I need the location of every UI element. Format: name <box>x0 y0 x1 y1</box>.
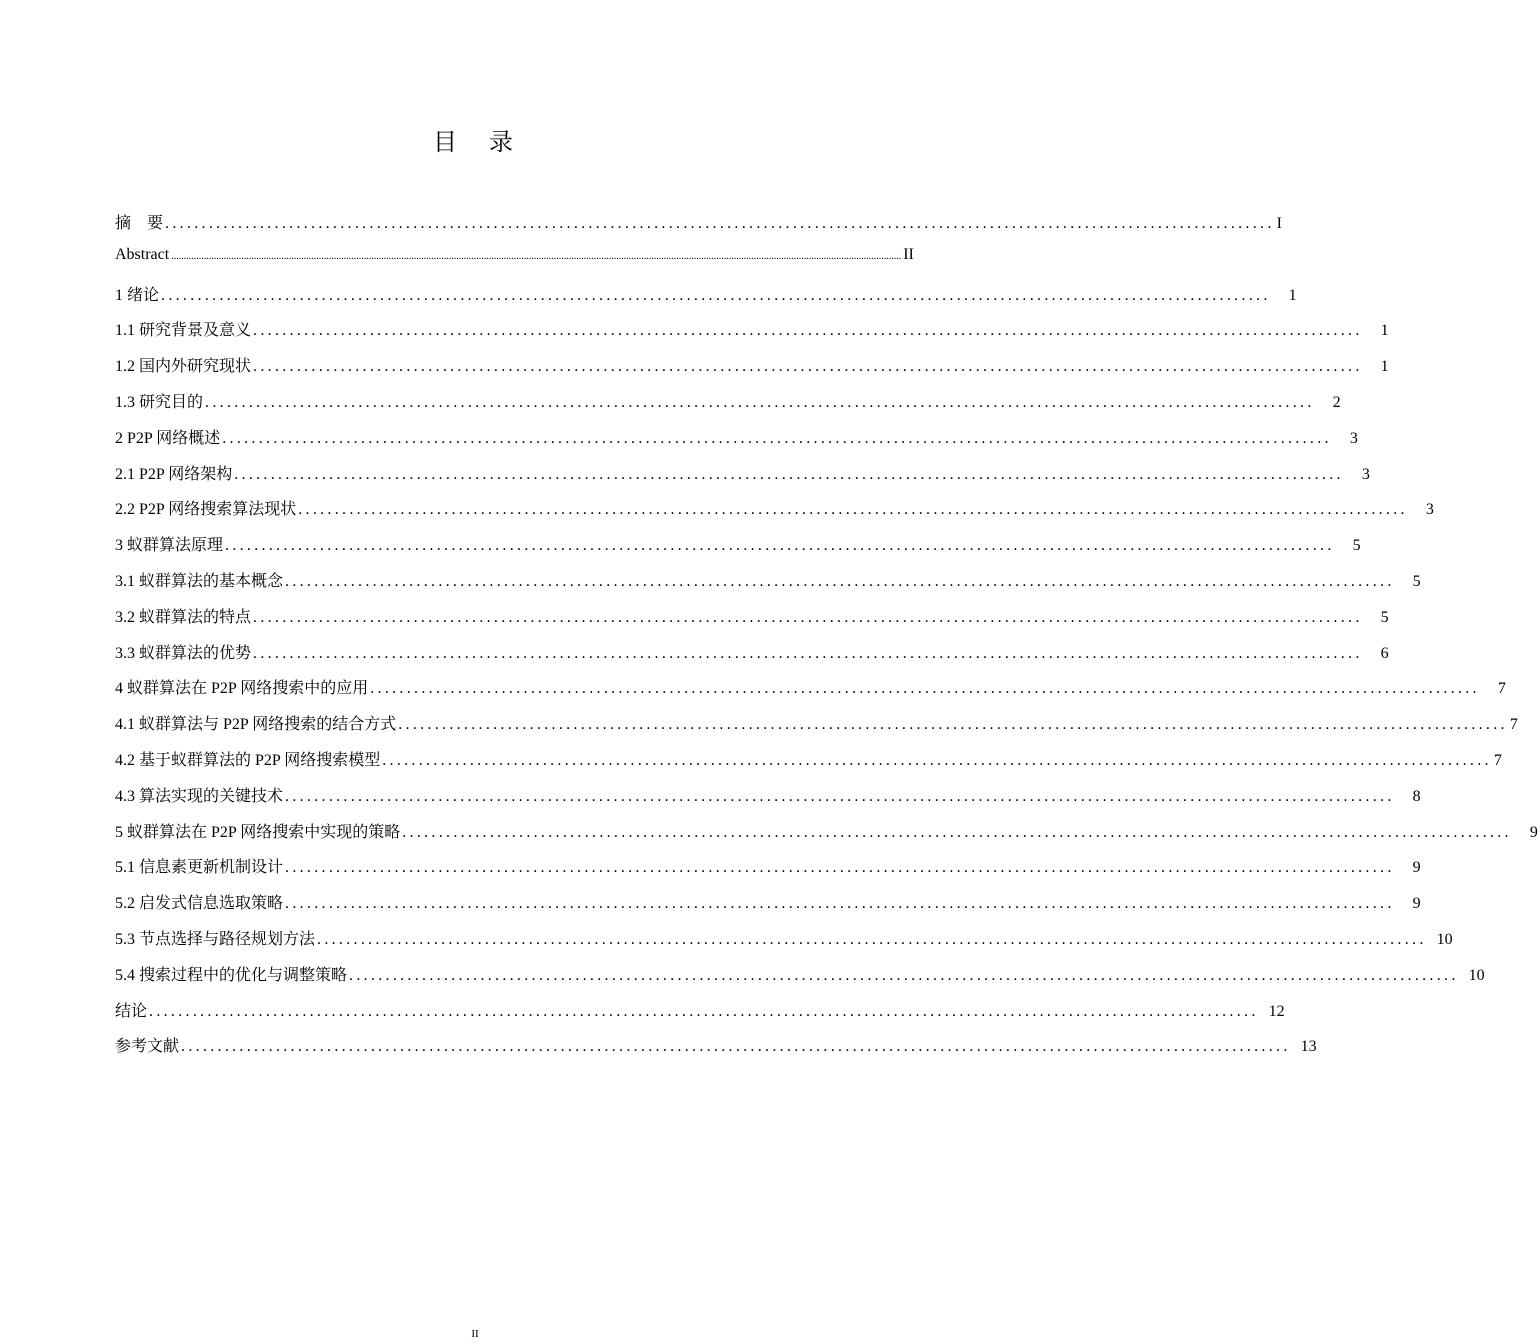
toc-entry-page: 2 <box>1332 393 1341 411</box>
toc-entry-label: 结论 <box>115 1002 148 1020</box>
toc-entry-label: 1.1 研究背景及意义 <box>115 322 252 340</box>
toc-entry-label: 3 蚁群算法原理 <box>115 537 224 555</box>
toc-entry-label: 4 蚁群算法在 P2P 网络搜索中的应用 <box>115 680 369 698</box>
toc-entry-page: 1 <box>1380 322 1389 340</box>
toc-leader-dots: ........................................................................................................................................................ <box>253 358 1363 376</box>
toc-leader-dots: ........................................................................................................................................................ <box>402 823 1512 841</box>
toc-entry-page: 5 <box>1352 537 1361 555</box>
toc-entry-abstract-cn[interactable] <box>115 210 1282 246</box>
toc-entry[interactable] <box>115 353 1389 389</box>
toc-entry-page: 3 <box>1349 429 1358 447</box>
toc-leader-dots: ........................................................................................................................................................ <box>370 680 1480 698</box>
toc-entry-label: 3.3 蚁群算法的优势 <box>115 644 252 662</box>
toc-entry-page: 10 <box>1436 930 1453 948</box>
toc-entry-label: 摘 要 <box>115 215 164 232</box>
toc-entry[interactable] <box>115 854 1421 890</box>
toc-entry[interactable] <box>115 926 1453 962</box>
toc-leader-dots: ........................................................................................................................................................ <box>398 716 1508 734</box>
toc-leader-dots: ........................................................................................................................................................ <box>298 501 1408 519</box>
toc-entry-label: 5.4 搜索过程中的优化与调整策略 <box>115 966 348 984</box>
toc-leader-dots: ........................................................................................................................................................ <box>349 966 1459 984</box>
toc-leader-dots: ........................................................................................................................................................ <box>149 1002 1259 1020</box>
toc-leader-dots: .................................................................................................................................................................................................................................................................................................... <box>171 250 902 262</box>
toc-leader-dots: ........................................................................................................................................................ <box>253 644 1363 662</box>
toc-leader-dots: ........................................................................................................................................................ <box>181 1038 1291 1056</box>
toc-leader-dots: ........................................................................................................................................................ <box>222 429 1332 447</box>
toc-entry[interactable] <box>115 711 1518 747</box>
toc-entry-page: 5 <box>1412 572 1421 590</box>
toc-entry-page: 5 <box>1380 608 1389 626</box>
toc-entry[interactable] <box>115 496 1434 532</box>
toc-entry-page: 13 <box>1300 1038 1317 1056</box>
toc-entry-label: 3.1 蚁群算法的基本概念 <box>115 572 284 590</box>
toc-leader-dots: ........................................................................................................................................................ <box>234 465 1344 483</box>
toc-leader-dots: ........................................................................................................................................................ <box>382 751 1492 769</box>
toc-entry[interactable] <box>115 890 1421 926</box>
toc-entry-page: 9 <box>1529 823 1538 841</box>
toc-entry-label: 4.3 算法实现的关键技术 <box>115 787 284 805</box>
toc-entry-page: 7 <box>1493 751 1502 769</box>
toc-leader-dots: ........................................................................................................................................................ <box>317 930 1427 948</box>
toc-entry[interactable] <box>115 461 1370 497</box>
toc-entry-page: 3 <box>1425 501 1434 519</box>
toc-entry-label: 1 绪论 <box>115 286 160 304</box>
toc-entry-label: 3.2 蚁群算法的特点 <box>115 608 252 626</box>
toc-entry-abstract-en[interactable] <box>115 245 914 282</box>
toc-leader-dots: ........................................................................................................................................................ <box>285 895 1395 913</box>
toc-entry[interactable] <box>115 1033 1317 1069</box>
toc-entry-label: 5.1 信息素更新机制设计 <box>115 859 284 877</box>
toc-entry[interactable] <box>115 747 1502 783</box>
toc-entry[interactable] <box>115 532 1361 568</box>
toc-entry[interactable] <box>115 425 1358 461</box>
toc-entry-page: 9 <box>1412 859 1421 877</box>
toc-leader-dots: ........................................................................................................................................................ <box>285 572 1395 590</box>
toc-entry[interactable] <box>115 389 1341 425</box>
toc-entry-label: 2.2 P2P 网络搜索算法现状 <box>115 501 297 519</box>
toc-entry-label: 参考文献 <box>115 1038 180 1056</box>
toc-entry-label: 1.2 国内外研究现状 <box>115 358 252 376</box>
table-of-contents <box>115 210 1538 1069</box>
toc-entry-label: 4.2 基于蚁群算法的 P2P 网络搜索模型 <box>115 751 381 769</box>
footer-page-number: II <box>471 1328 479 1340</box>
toc-entry-page: 3 <box>1361 465 1370 483</box>
toc-entry[interactable] <box>115 783 1421 819</box>
toc-entry[interactable] <box>115 568 1421 604</box>
toc-leader-dots: ........................................................................................................................................................ <box>161 286 1271 304</box>
toc-leader-dots: ........................................................................................................................................................ <box>205 393 1315 411</box>
toc-entry-label: 2.1 P2P 网络架构 <box>115 465 233 483</box>
toc-entry-page: 7 <box>1497 680 1506 698</box>
toc-entry-page: 10 <box>1468 966 1485 984</box>
toc-entry-page: 12 <box>1268 1002 1285 1020</box>
toc-entry[interactable] <box>115 998 1285 1034</box>
toc-entry-page: 1 <box>1380 358 1389 376</box>
toc-entry-page: I <box>1276 215 1282 232</box>
toc-entry-label: 1.3 研究目的 <box>115 393 204 411</box>
toc-entry[interactable] <box>115 640 1389 676</box>
toc-entry-label: 4.1 蚁群算法与 P2P 网络搜索的结合方式 <box>115 716 397 734</box>
toc-leader-dots: ........................................................................................................................................................ <box>165 215 1275 232</box>
toc-entry-page: 7 <box>1509 716 1518 734</box>
toc-entry-page: 6 <box>1380 644 1389 662</box>
toc-entry-label: Abstract <box>115 245 170 263</box>
toc-entry-label: 2 P2P 网络概述 <box>115 429 221 447</box>
toc-entry-label: 5.2 启发式信息选取策略 <box>115 895 284 913</box>
toc-entry[interactable] <box>115 282 1297 318</box>
toc-leader-dots: ........................................................................................................................................................ <box>253 322 1363 340</box>
toc-entry[interactable] <box>115 819 1538 855</box>
toc-leader-dots: ........................................................................................................................................................ <box>285 787 1395 805</box>
page-title: 目 录 <box>433 128 517 156</box>
toc-entry[interactable] <box>115 604 1389 640</box>
toc-leader-dots: ........................................................................................................................................................ <box>285 859 1395 877</box>
toc-entry[interactable] <box>115 317 1389 353</box>
toc-entry-label: 5 蚁群算法在 P2P 网络搜索中实现的策略 <box>115 823 401 841</box>
toc-entry-page: 1 <box>1288 286 1297 304</box>
toc-entry-page: II <box>903 245 914 263</box>
toc-entry-page: 9 <box>1412 895 1421 913</box>
toc-entry-label: 5.3 节点选择与路径规划方法 <box>115 930 316 948</box>
toc-entry-page: 8 <box>1412 787 1421 805</box>
toc-entry[interactable] <box>115 962 1485 998</box>
toc-entry[interactable] <box>115 675 1506 711</box>
toc-leader-dots: ........................................................................................................................................................ <box>225 537 1335 555</box>
toc-leader-dots: ........................................................................................................................................................ <box>253 608 1363 626</box>
